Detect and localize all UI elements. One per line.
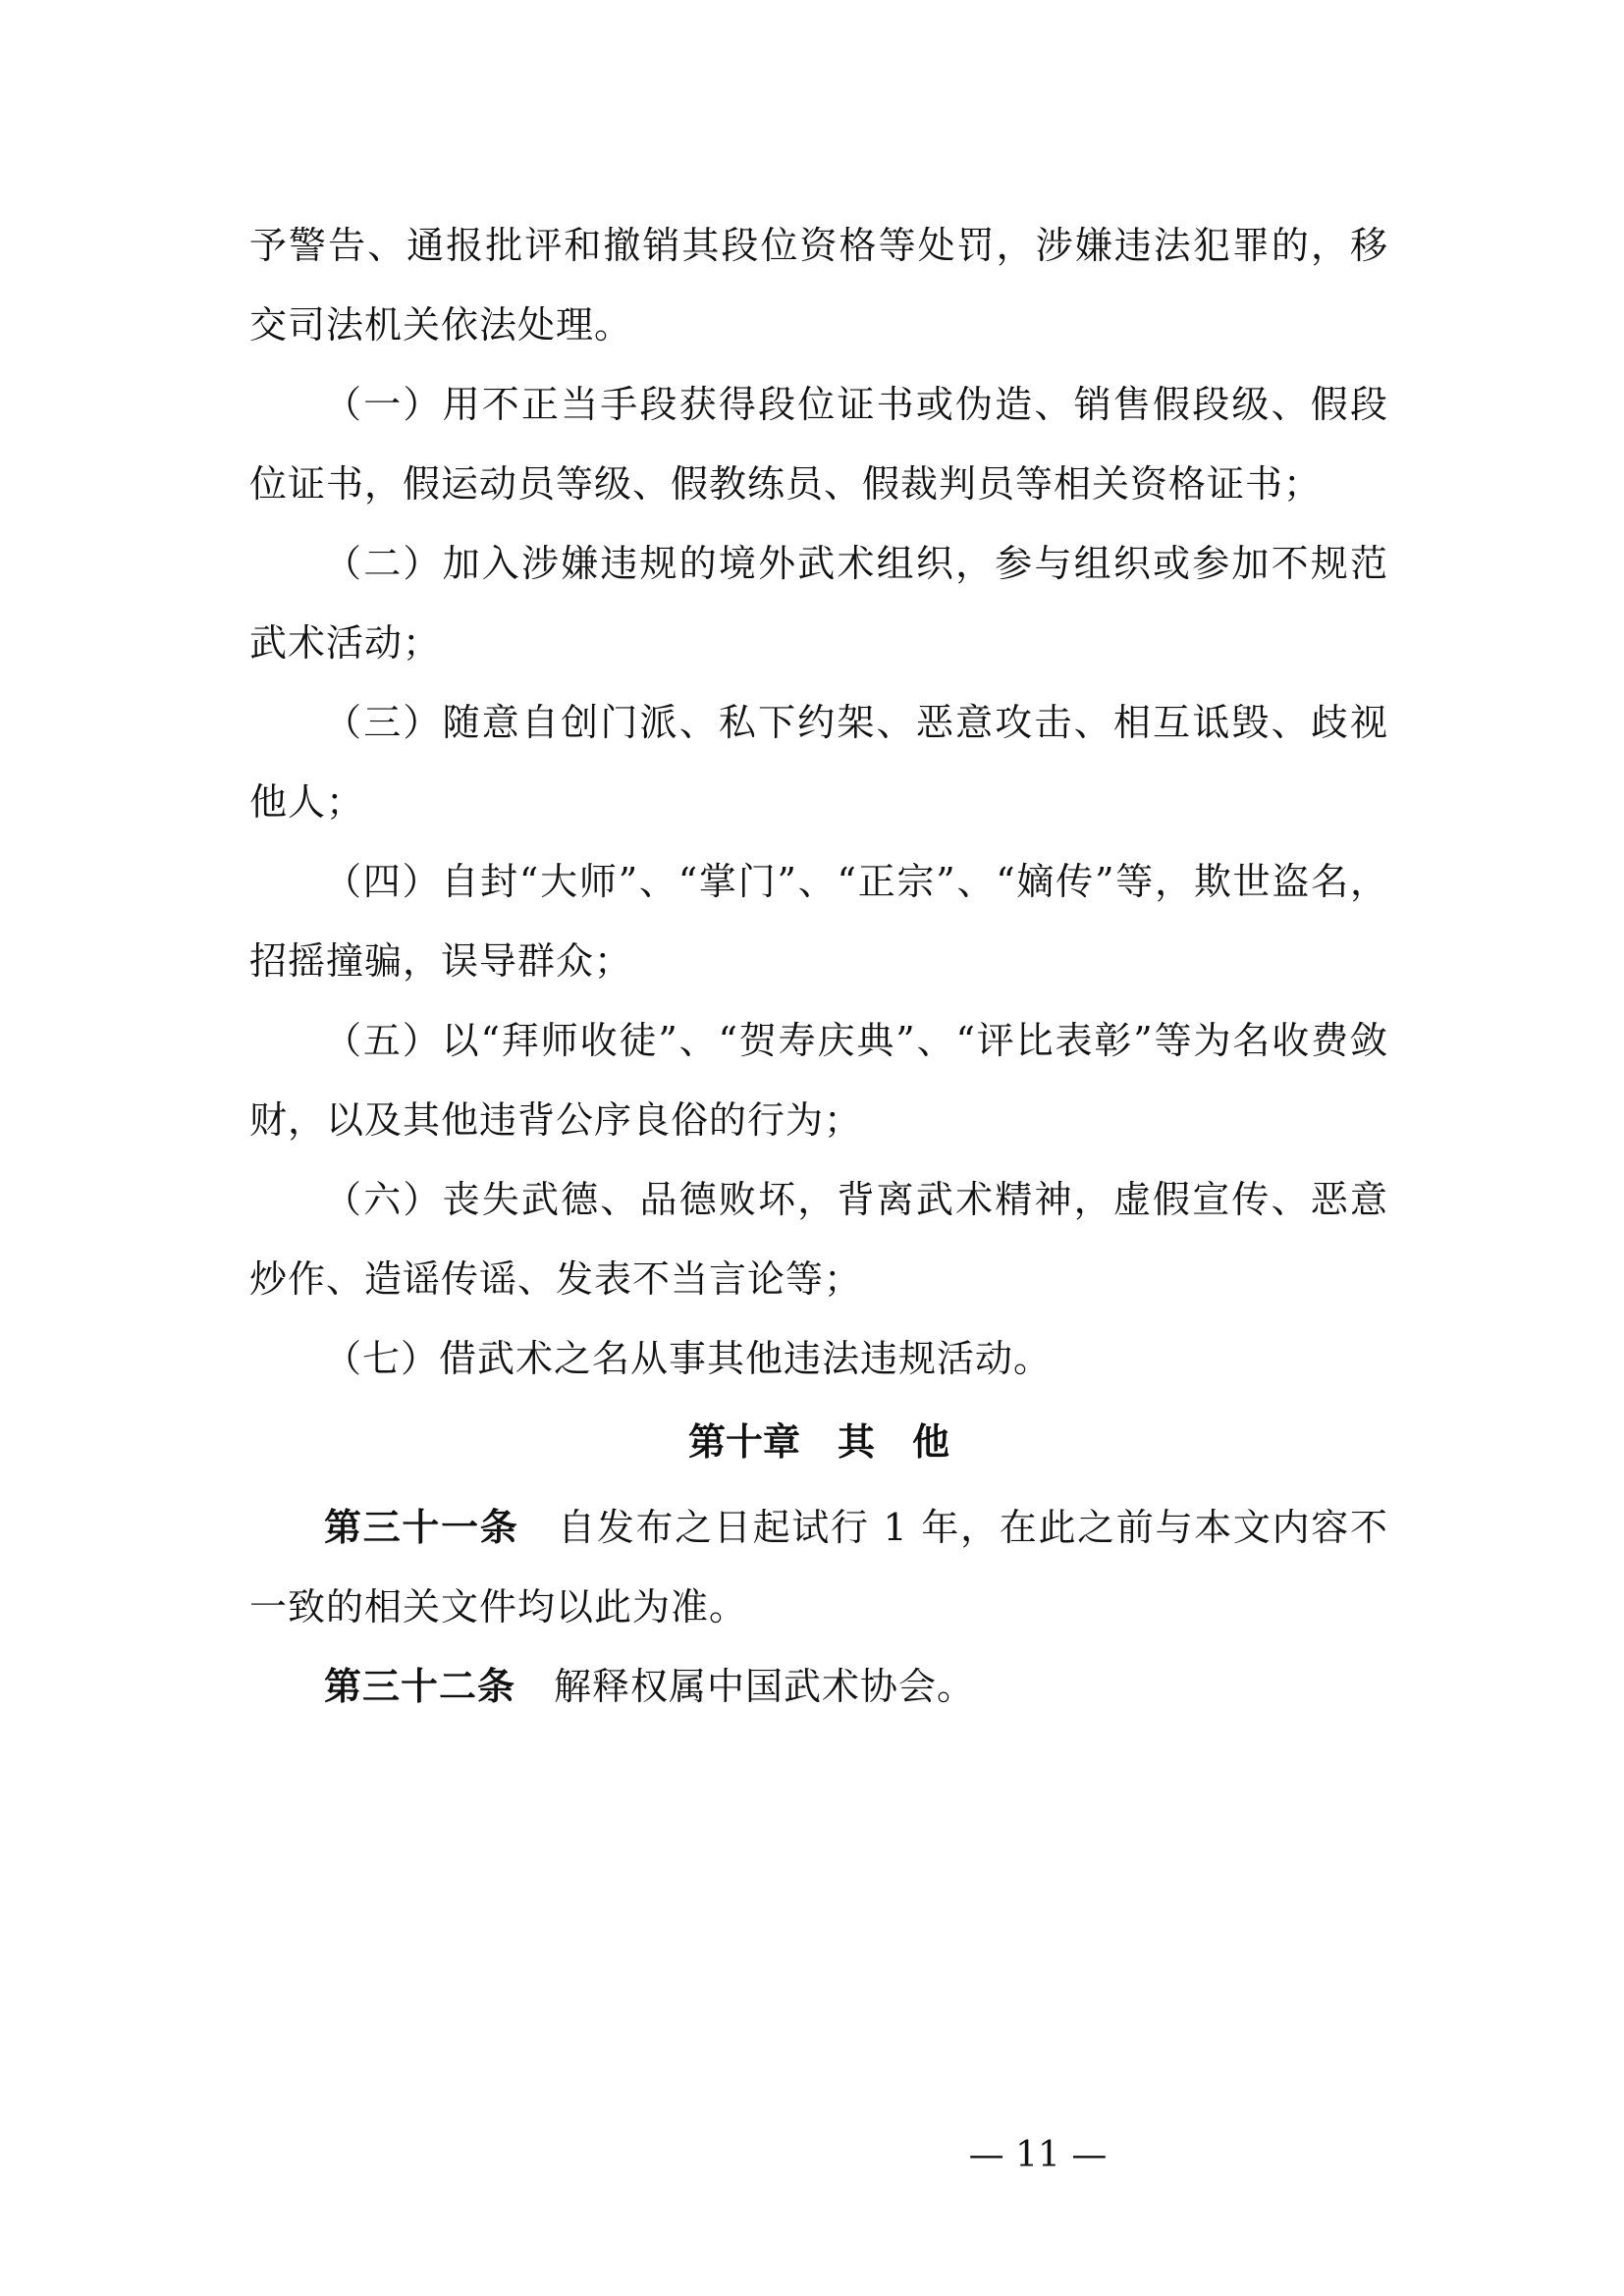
article-32 [249, 1647, 1388, 1727]
list-item-5: （五）以“拜师收徒”、“贺寿庆典”、“评比表彰”等为名收费敛财，以及其他违背公序良俗的行为； [249, 1019, 1388, 1142]
article-31-text: 自发布之日起试行 1 年，在此之前与本文内容不一致的相关文件均以此为准。 [249, 1506, 1388, 1629]
article-31-label: 第三十一条 [324, 1506, 519, 1549]
list-item-4: （四）自封“大师”、“掌门”、“正宗”、“嫡传”等，欺世盗名，招摇撞骗，误导群众； [249, 860, 1388, 983]
page-number: — 11 — [968, 2135, 1108, 2175]
list-item-1: （一）用不正当手段获得段位证书或伪造、销售假段级、假段位证书，假运动员等级、假教练员、假裁判员等相关资格证书； [249, 383, 1388, 506]
list-item-6: （六）丧失武德、品德败坏，背离武术精神，虚假宣传、恶意炒作、造谣传谣、发表不当言论等； [249, 1178, 1388, 1301]
chapter-heading: 第十章 其 他 [687, 1420, 949, 1464]
paragraph-continuation: 予警告、通报批评和撤销其段位资格等处罚，涉嫌违法犯罪的，移交司法机关依法处理。 [249, 224, 1388, 347]
document-body [249, 206, 1388, 1727]
article-31 [249, 1488, 1388, 1647]
list-item-2: （二）加入涉嫌违规的境外武术组织，参与组织或参加不规范武术活动； [249, 542, 1388, 665]
list-item-3: （三）随意自创门派、私下约架、恶意攻击、相互诋毁、歧视他人； [249, 701, 1388, 824]
list-item-7: （七）借武术之名从事其他违法违规活动。 [324, 1337, 1053, 1380]
article-32-text: 解释权属中国武术协会。 [554, 1665, 976, 1708]
article-32-label: 第三十二条 [324, 1665, 516, 1708]
